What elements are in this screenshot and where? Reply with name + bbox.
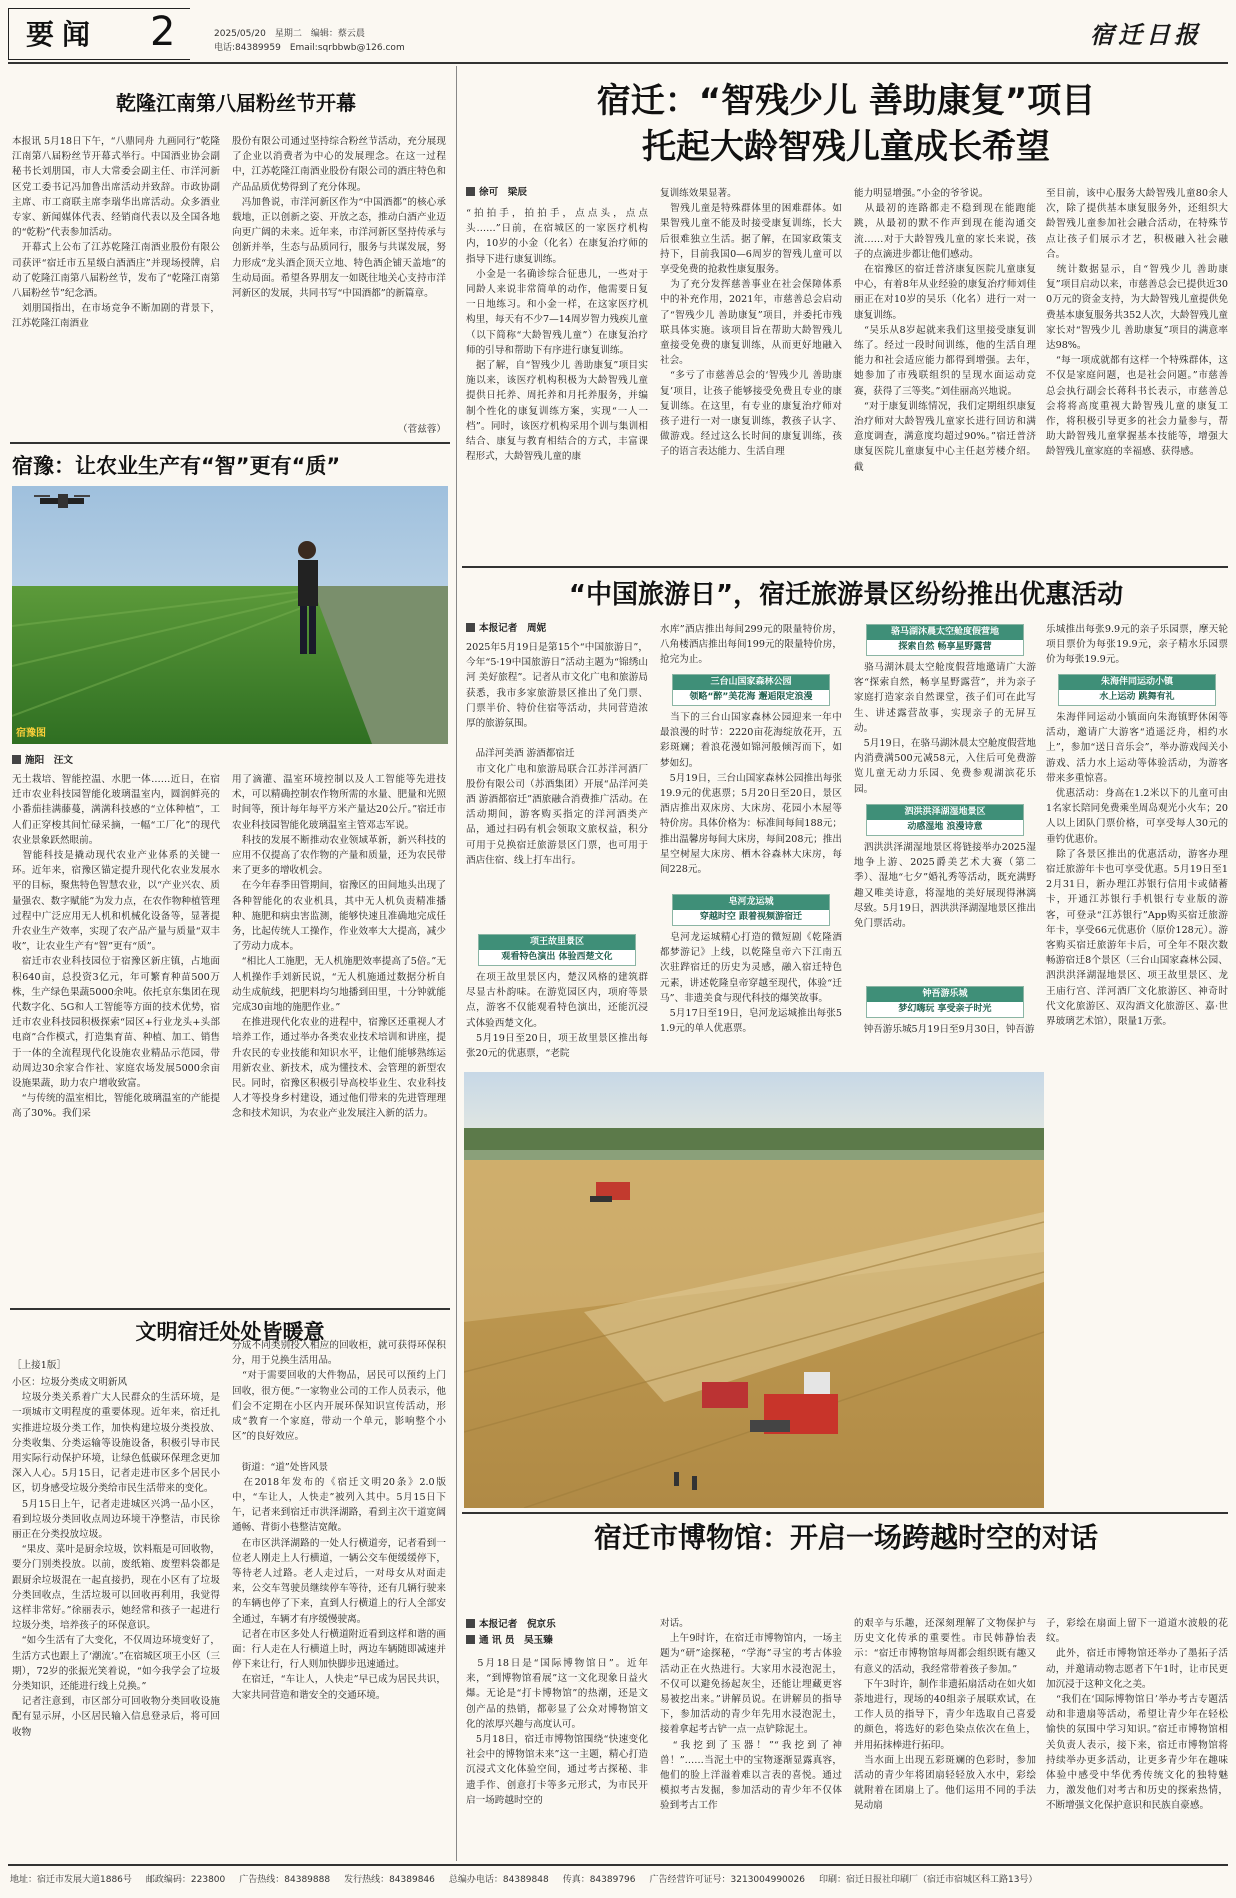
truck-icon	[702, 1382, 748, 1408]
qianlong-col-2: 股份有限公司通过坚持综合粉丝节活动，充分展现了企业以消费者为中心的发展理念。在这一过程中，江苏乾隆江南酒业股份有限公司的酒庄特色和产品品质优势得到了充分体现。 冯加鲁说，市洋河新区作为“中国酒都”的核心承载地，正以创新之姿、开放之态，推动白酒产业迈向更广阔的未来。近年来，市洋河新区坚持传承与创新并举，生态与品质同行，服务与共谋发展，努力形成“龙头酒企顶天立地、特色酒企铺天盖地”的生动局面。希望各界朋友一如既往地关心支持市洋河新区的发展，共同书写“中国酒都”的新篇章。	[232, 136, 446, 300]
tourism-col-1: 2025年5月19日是第15个“中国旅游日”，今年“5·19中国旅游日”活动主题为“锦绣山河 美好旅程”。记者从市文化广电和旅游局获悉，我市多家旅游景区推出了免门票、门票半价、特价住宿等活动，共同营造浓厚的旅游氛围。 品洋河美酒 游酒都宿迁 市文化广电和旅游局联合江苏洋河酒厂股份有限公司（苏酒集团）开展“品洋河美酒 游酒都宿迁”酒旅融合消费推广活动。在活动期间，游客购买指定的洋河酒类产品，通过扫码有机会领取文旅权益，积分可用于兑换宿迁旅游景区门票，也可用于酒店住宿、线上打车出行。	[466, 642, 648, 866]
subhead-zhuhai	[1058, 674, 1216, 706]
divider-4	[462, 1512, 1228, 1514]
drone-field-illustration	[12, 486, 448, 744]
subhead-camp-sub: 探索自然 畅享星野露营	[898, 642, 992, 652]
tourism-byline: 本报记者 周妮	[466, 622, 648, 636]
headline-rehab-line2: 托起大龄智残儿童成长希望	[642, 127, 1050, 167]
subhead-santaishan-title: 三台山国家森林公园	[673, 675, 829, 690]
subhead-zhongwu-title: 钟吾游乐城	[867, 987, 1023, 1002]
footer-postcode: 邮政编码：223800	[145, 1875, 226, 1885]
photo-caption	[1052, 1352, 1228, 1464]
combine-harvester-icon	[590, 1182, 630, 1202]
museum-byline-2: 通 讯 员 吴玉臻	[466, 1634, 648, 1648]
headline-qianlong: 乾隆江南第八届粉丝节开幕	[116, 91, 356, 115]
subhead-wetland-sub: 动感湿地 浪漫诗意	[907, 822, 983, 832]
footer	[10, 1872, 1228, 1890]
masthead-rule	[8, 62, 1228, 64]
footer-dist-phone: 发行热线：84389846	[344, 1875, 435, 1885]
museum-col-4: 子，彩绘在扇面上留下一道道水波般的花纹。 此外，宿迁市博物馆还举办了墨拓子活动，并邀请动物志愿者下午1时，让市民更加沉浸于这种文化之美。 “我们在‘国际博物馆日’举办考古专题活动和非遗扇等活动，希望让青少年在轻松愉快的氛围中学习知识。”宿迁市博物馆相关负责人表示，接下来，宿迁市博物馆将持续举办更多活动，让更多青少年在趣味体验中感受中华优秀传统文化的独特魅力，激发他们对考古和历史的探索热情，不断增强文化保护意识和民族自豪感。	[1046, 1618, 1228, 1812]
subhead-camp	[866, 624, 1024, 656]
headline-civilization: 文明宿迁处处皆暖意	[135, 1320, 325, 1344]
rehab-col-1: “拍拍手，拍拍手，点点头，点点头……”日前，在宿城区的一家医疗机构内，10岁的小金（化名）在康复治疗师的指导下进行康复训练。 小金是一名确诊综合征患儿，一些对于同龄人来说非常简单的动作，他需要日复一日地练习。和小金一样，在这家医疗机构里，每天有不少7—14周岁智力残疾儿童（以下简称“大龄智残儿童”）在康复治疗师的引导和帮助下有序进行康复训练。 据了解，自“智残少儿 善助康复”项目实施以来，该医疗机构积极为大龄智残儿童提供日托养、周托养和月托养服务，并编制个性化的康复训练方案，实现“一人一档”。同时，该医疗机构采用个训与集训相结合、康复与教育相结合的方式，丰富课程形式，大龄智残儿童的康	[466, 208, 648, 463]
divider-2	[10, 1308, 450, 1310]
subhead-xiangwang-title: 项王故里景区	[479, 935, 635, 950]
subhead-zaohe-sub: 穿越时空 跟着视频游宿迁	[699, 912, 803, 922]
suyu-byline: 施阳 汪文	[12, 754, 212, 768]
divider-3	[462, 566, 1228, 568]
tourism-col-2: 水库”酒店推出每间299元的限量特价房，八角楼酒店推出每间199元的限量特价房，抢完为止。	[660, 624, 842, 666]
subhead-zhongwu	[866, 986, 1024, 1018]
tourism-col-3c: 钟吾游乐城5月19日至9月30日，钟吾游	[854, 1024, 1035, 1035]
masthead	[0, 0, 1236, 66]
subhead-zhuhai-title: 朱海伴同运动小镇	[1059, 675, 1215, 690]
civilization-col-1: 小区：垃圾分类成文明新风 垃圾分类关系着广大人民群众的生活环境，是一项城市文明程度的重要体现。近年来，宿迁扎实推进垃圾分类工作，加快构建垃圾分类投放、分类收集、分类运输等设施设备，积极引导市民用实际行动保护环境，让绿色低碳环保理念更加深入人心。5月15日，记者走进市区多个居民小区，切身感受垃圾分类给市民生活带来的变化。 5月15日上午，记者走进城区兴鸿一品小区，看到垃圾分类回收点周边环境干净整洁，市民徐丽正在分类投放垃圾。 “果皮、菜叶是厨余垃圾，饮料瓶是可回收物，要分门别类投放。以前，废纸箱、废塑料袋都是跟厨余垃圾混在一起直接扔，现在小区有了垃圾分类回收点，生活垃圾可以回收再利用，我觉得这样非常好。”徐丽表示，她经常和孩子一起进行垃圾分类，培养孩子的环保意识。 “如今生活有了大变化，不仅周边环境变好了，生活方式也跟上了‘潮流’。”在宿城区项王小区（三期），72岁的张振光笑着说，“如今我学会了垃圾分类知识，还能进行线上兑换。” 记者注意到，市区部分可回收物分类回收设施配有显示屏，小区居民输入信息登录后，将可回收物	[12, 1377, 220, 1738]
footer-license: 广告经营许可证号：3213004990026	[649, 1875, 805, 1885]
civilization-continued: ［上接1版］	[12, 1360, 67, 1371]
museum-col-2: 对话。 上午9时许，在宿迁市博物馆内，一场主题为“研”途探秘，“学海”寻宝的考古体验活动正在火热进行。大家用水浸泡泥土，不仅可以避免扬起灰尘，还能让埋藏更容易被挖出来。”讲解员说。在讲解员的指导下，参加活动的青少年先用水浸泡泥土，接着拿起考古铲一点一点铲除泥土。 “我挖到了玉器！”“我挖到了神兽！”……当泥土中的宝物逐渐显露真容，他们的脸上洋溢着难以言表的喜悦。通过模拟考古发掘，参加活动的青少年不仅体验到考古工作	[660, 1618, 842, 1812]
headline-rehab-line1: 宿迁：“智残少儿 善助康复”项目	[596, 81, 1096, 121]
wheat-harvest-photo	[464, 1072, 1044, 1508]
headline-tourism: “中国旅游日”，宿迁旅游景区纷纷推出优惠活动	[568, 580, 1124, 610]
museum-byline-1: 本报记者 倪京乐	[466, 1618, 648, 1632]
museum-col-1: 5月18日是“国际博物馆日”。近年来，“到博物馆看展”这一文化现象日益火爆。无论是“打卡博物馆”的热潮，还是文创产品的热销，都彰显了公众对博物馆文化的浓厚兴趣与高度认可。 5月18日，宿迁市博物馆围绕“快速变化社会中的博物馆未来”这一主题，精心打造沉浸式文化体验空间，通过考古探秘、非遗手作、创意打卡等多元形式，为市民开启一场跨越时空的	[466, 1658, 648, 1806]
column-divider	[456, 66, 457, 1861]
subhead-wetland-title: 泗洪洪泽湖湿地景区	[867, 805, 1023, 820]
civilization-col-2: 分成不同类别投入相应的回收柜，就可获得环保积分，用于兑换生活用品。 “对于需要回收的大件物品，居民可以预约上门回收，很方便。”一家物业公司的工作人员表示，他们会不定期在小区内开展环保知识宣传活动，形成“教育一个家庭，带动一个单元，影响整个小区”的良好效应。 街道：“道”处皆风景 在2018年发布的《宿迁文明20条》2.0版中，“车让人，人快走”被列入其中。5月15日下午，记者来到宿迁市洪泽湖路，看到主次干道宽阔通畅、背街小巷整洁宽敞。 在市区洪泽湖路的一处人行横道旁，记者看到一位老人刚走上人行横道，一辆公交车便缓缓停下，等待老人过路。老人走过后，一对母女从对面走来，公交车驾驶员继续停车等待，还有几辆行驶来的车辆也停了下来，直到人行横道上的行人全部安全通过，车辆才有序缓慢驶离。 记者在市区多处人行横道附近看到这样和谐的画面：行人走在人行横道上时，两边车辆随即减速并停下来让行，行人则加快脚步迅速通过。 在宿迁，“车让人，人快走”早已成为居民共识，大家共同营造和谐安全的交通环境。	[232, 1340, 446, 1701]
section-title: 要闻	[26, 18, 99, 51]
subhead-camp-title: 骆马湖沐晨太空舱度假营地	[867, 625, 1023, 640]
contact-line: 电话:84389959 Email:sqrbbwb@126.com	[214, 43, 405, 53]
headline-suyu: 宿豫：让农业生产有“智”更有“质”	[12, 454, 341, 478]
drone-field-photo	[12, 486, 448, 744]
tourism-col-4b: 朱海伴同运动小镇面向朱海镇野休闲等活动，邀请广大游客“逍遥泛舟，相约水上”，参加“送日音乐会”，举办游戏闯关小游戏、活力水上运动等体验活动，为游客带来多重惊喜。 优惠活动：身高在1.2米以下的儿童可由1名家长陪同免费乘坐周岛观光小火车；20人以上团队门票价格，可享受每人30元的垂钓优惠价。 除了各景区推出的优惠活动，游客办理宿迁旅游年卡也可享受优惠。5月19日至12月31日，新办理江苏银行信用卡或储蓄卡，开通江苏银行手机银行专业版的游客，可登录“江苏银行”App购买宿迁旅游年卡，享受66元优惠价（原价128元）。游客购买宿迁旅游年卡后，可全年不限次数畅游宿迁8个景区（三台山国家森林公园、泗洪洪泽湖湿地景区、项王故里景区、龙王庙行宫、洋河酒厂文化旅游区、神奇时代文化旅游区、双沟酒文化旅游区、嘉·世界玻璃艺术馆），限量1万张。	[1046, 712, 1228, 1028]
tourism-col-4: 乐城推出每张9.9元的亲子乐园票，摩天轮项目票价为每张19.9元，亲子精水乐园票价为每张19.9元。	[1046, 624, 1228, 666]
subhead-santaishan-sub: 领略“醉”美花海 邂逅限定浪漫	[689, 692, 813, 702]
museum-col-3: 的艰辛与乐趣，还深刻理解了文物保护与历史文化传承的重要性。市民韩静怡表示：“宿迁市博物馆每周都会组织既有趣又有意义的活动，我经常带着孩子参加。” 下午3时许，制作非遗拓扇活动在如火如荼地进行，现场的40组亲子展联欢试，在工作人员的指导下，青少年选取自己喜爱的颜色，将选好的彩色染点依次在鱼上，并用拓抹棒进行拓印。 当水面上出现五彩斑斓的色彩时，参加活动的青少年将团扇轻轻放入水中，彩绘就附着在团扇上了。他们运用不同的手法晃动扇	[854, 1618, 1036, 1812]
tourism-col-3b: 泗洪洪泽湖湿地景区将链接举办2025湿地争上游、2025爵美艺术大赛（第二季）、湿地“七夕”婚礼秀等活动，既充满野趣又唯美诗意，将湿地的美好展现得淋漓尽致。5月19日，泗洪洪泽湖湿地景区推出免门票活动。	[854, 842, 1036, 930]
footer-fax: 传真：84389796	[562, 1875, 636, 1885]
issue-line: 2025/05/20 星期二 编辑：蔡云晨	[214, 29, 365, 39]
subhead-zhuhai-sub: 水上运动 跳舞有礼	[1099, 692, 1175, 702]
suyu-col-2: 用了滴灌、温室环境控制以及人工智能等先进技术，可以精确控制农作物所需的水量、肥量和光照时间等，预计每年每平方米产量达20公斤。”宿迁市农业科技园智能化玻璃温室主管邓志军说。 科技的发展不断推动农业领域革新，新兴科技的应用不仅提高了农作物的产量和质量，还为农民带来了更多的增收机会。 在今年春季田管期间，宿豫区的田间地头出现了各种智能化的农业机具，其中无人机负责精准播种、施肥和病虫害监测，能够快速且准确地完成任务，比起传统人工操作，作业效率大大提高，减少了劳动力成本。 “相比人工施肥，无人机施肥效率提高了5倍。”无人机操作手刘新民说，“无人机施通过数据分析自动生成航线，把肥料均匀地播到田里，十分钟就能完成30亩地的施肥作业。” 在推进现代化农业的进程中，宿豫区还重视人才培养工作，通过举办各类农业技术培训和讲座，提升农民的专业技能和知识水平，让他们能够熟练运用新农业、新技术，成为懂技术、会管理的新型农民。同时，宿豫区积极引导高校毕业生、农业科技人才等投身乡村建设，通过他们带来的先进管理理念和技术知识，为农业产业发展注入新的活力。	[232, 774, 446, 1120]
tourism-col-2c: 皂河龙运城精心打造的微短剧《乾隆酒都梦游记》上线，以乾隆皇帝六下江南五次驻跸宿迁的历史为灵感，融入宿迁特色元素，讲述乾隆皇帝穿越至现代，体验“迁马”、非遗美食与现代科技的爆笑故事。 5月17日至19日，皂河龙运城推出每张51.9元的单人优惠票。	[660, 932, 842, 1035]
tourism-col-1b: 在项王故里景区内，楚汉风格的建筑群尽显古朴韵味。在游览园区内，项府等景点，游客不仅能观看特色演出，还能沉浸式体验西楚文化。 5月19日至20日，项王故里景区推出每张20元的优惠票，“老院	[466, 972, 648, 1060]
divider-1	[10, 442, 450, 444]
headline-museum: 宿迁市博物馆：开启一场跨越时空的对话	[593, 1521, 1098, 1554]
suyu-col-1: 无土栽培、智能控温、水肥一体……近日，在宿迁市农业科技园智能化玻璃温室内，圆润鲜亮的小番茄挂满藤蔓，满满科技感的“立体种植”，工人们正穿梭其间忙碌采摘，一幅“工厂化”的现代农业景象跃然眼前。 智能科技是撬动现代农业产业体系的关键一环。近年来，宿豫区锚定提升现代化农业发展水平的目标，聚焦特色智慧农业，以“产业兴农、质量强农、数字赋能”为发力点，在农作物种植管理过程中广泛应用无人机和机械化设备等，显著提升农业生产效率，实现了农产品产量与质量“双丰收”，让农业生产有“智”更有“质”。 宿迁市农业科技园位于宿豫区新庄镇，占地面积640亩，总投资3亿元，年可繁育种苗500万株，生产绿色果蔬5000余吨。依托京东集团在现代数字化、5G和人工智能等方面的技术优势，宿迁市农业科技园积极探索“园区+行业龙头+头部电商”合作模式，打造集育苗、种植、加工、销售于一体的全流程现代化设施农业精品示范园，带动周边30余家合作社、家庭农场发展5000余亩设施果蔬，助力农户增收致富。 “与传统的温室相比，智能化玻璃温室的产能提高了30%。我们采	[12, 774, 220, 1120]
rehab-col-4: 至目前，该中心服务大龄智残儿童80余人次，除了提供基本康复服务外，还组织大龄智残儿童参加社会融合活动，在特殊节点让孩子们展示才艺，积极融入社会融合。 统计数据显示，自“智残少儿 善助康复”项目启动以来，市慈善总会已提供近300万元的资金支持，为大龄智残儿童提供免费基本康复服务共352人次，大龄智残儿童家长对“智残少儿 善助康复”项目的满意率达98%。 “每一项成就都有这样一个特殊群体，这不仅是家庭问题，也是社会问题。”市慈善总会执行副会长蒋科书长表示，市慈善总会将将高度重视大龄智残儿童的康复工作，将积极引导更多的社会力量参与，帮助大龄智残儿童掌握基本技能等，增强大龄智残儿童家庭的幸福感、获得感。	[1046, 188, 1228, 458]
footer-printer: 印刷：宿迁日报社印刷厂（宿迁市宿城区科工路13号）	[818, 1875, 1038, 1885]
qianlong-signature: （菅兹蓉）	[398, 424, 446, 435]
subhead-santaishan	[672, 674, 830, 706]
photo-tag: 宿豫图	[16, 728, 46, 739]
rehab-col-3: 能力明显增强。”小金的爷爷说。 从最初的连路都走不稳到现在能跑能跳，从最初的默不作声到现在能沟通交流……对于大龄智残儿童的家长来说，孩子的点滴进步都让他们感动。 在宿豫区的宿迁普济康复医院儿童康复中心，有着8年从业经验的康复治疗师刘佳丽正在对10岁的吴乐（化名）进行一对一康复训练。 “吴乐从8岁起就来我们这里接受康复训练了。经过一段时间训练，他的生活自理能力和社会适应能力都得到增强。去年，她参加了市残联组织的呈现水面运动竞赛，获得了三等奖。”刘佳丽高兴地说。 “对于康复训练情况，我们定期组织康复治疗师对大龄智残儿童家长进行回访和满意度调查，满意度均超过90%。”宿迁普济康复医院儿童康复中心主任赵芳楼介绍。截	[854, 188, 1036, 473]
subhead-wetland	[866, 804, 1024, 836]
rehab-col-2: 复训练效果显著。 智残儿童是特殊群体里的困难群体。如果智残儿童不能及时接受康复训练，长大后很难独立生活。据了解，在国家政策支持下，目前我国0—6周岁的智残儿童可以享受免费的抢救性康复服务。 为了充分发挥慈善事业在社会保障体系中的补充作用，2021年，市慈善总会启动了“智残少儿 善助康复”项目，并委托市残联具体实施。该项目旨在帮助大龄智残儿童接受免费的康复训练，从而更好地融入社会。 “多亏了市慈善总会的‘智残少儿 善助康复’项目，让孩子能够接受免费且专业的康复训练。在这里，有专业的康复治疗师对孩子进行一对一康复训练，教孩子认字、做游戏。经过这么长时间的康复训练，孩子的语言表达能力、生活自理	[660, 188, 842, 458]
subhead-xiangwang-sub: 观看特色演出 体验西楚文化	[501, 952, 613, 962]
rehab-byline: 徐可 梁辰	[466, 186, 646, 200]
wheat-harvest-illustration	[464, 1072, 1044, 1508]
footer-rule	[8, 1864, 1228, 1866]
tourism-col-3: 骆马湖沐晨太空舱度假营地邀请广大游客“探索自然，畅享星野露营”，并为亲子家庭打造家亲自然课堂，孩子们可在此写生、讲述露营故事，实现亲子的无屏互动。 5月19日，在骆马湖沐晨太空舱度假营地内消费满500元减58元，入住后可免费游览儿童无动力乐园、免费参观湖滨花乐园。	[854, 662, 1036, 795]
footer-address: 地址：宿迁市发展大道1886号	[10, 1875, 132, 1885]
subhead-zhongwu-sub: 梦幻嗨玩 享受亲子时光	[898, 1004, 992, 1014]
qianlong-col-1: 本报讯 5月18日下午，“八鼎同舟 九画同行”乾隆江南第八届粉丝节开幕式举行。中国酒业协会副秘书长刘朋国，市人大常委会副主任、市洋河新区党工委书记冯加鲁出席活动并致辞。市政协副主席、市工商联主席李瑞华出席活动。众多酒业专家、新闻媒体代表、经销商代表以及全国各地的“乾粉”代表参加活动。 开幕式上公布了江苏乾隆江南酒业股份有限公司获评“宿迁市五星级白酒酒庄”并现场授牌，启动了乾隆江南第八届粉丝节，发布了“乾隆江南第八届粉丝节”纪念酒。 刘朋国指出，在市场竞争不断加剧的背景下，江苏乾隆江南酒业	[12, 136, 220, 330]
page-number: 2	[150, 10, 176, 54]
footer-editor-phone: 总编办电话：84389848	[448, 1875, 549, 1885]
subhead-zaohe	[672, 894, 830, 926]
paper-logo: 宿迁日报	[1090, 20, 1202, 49]
tourism-col-2b: 当下的三台山国家森林公园迎来一年中最浪漫的时节：2220亩花海绽放花开，五彩斑斓；着浪花漫如锦河般倾泻而下，如梦如幻。 5月19日，三台山国家森林公园推出每张19.9元的优惠票；5月20日至20日，景区酒店推出双床房、大床房、花园小木屋等特价房。具体价格为：标准间每间188元；推出温馨房每间大床房，每间208元；推出星空树屋大床房、栖木谷森林大床房，每间228元。	[660, 712, 842, 876]
subhead-zaohe-title: 皂河龙运城	[673, 895, 829, 910]
subhead-xiangwang	[478, 934, 636, 966]
footer-ad-phone: 广告热线：84389888	[239, 1875, 331, 1885]
